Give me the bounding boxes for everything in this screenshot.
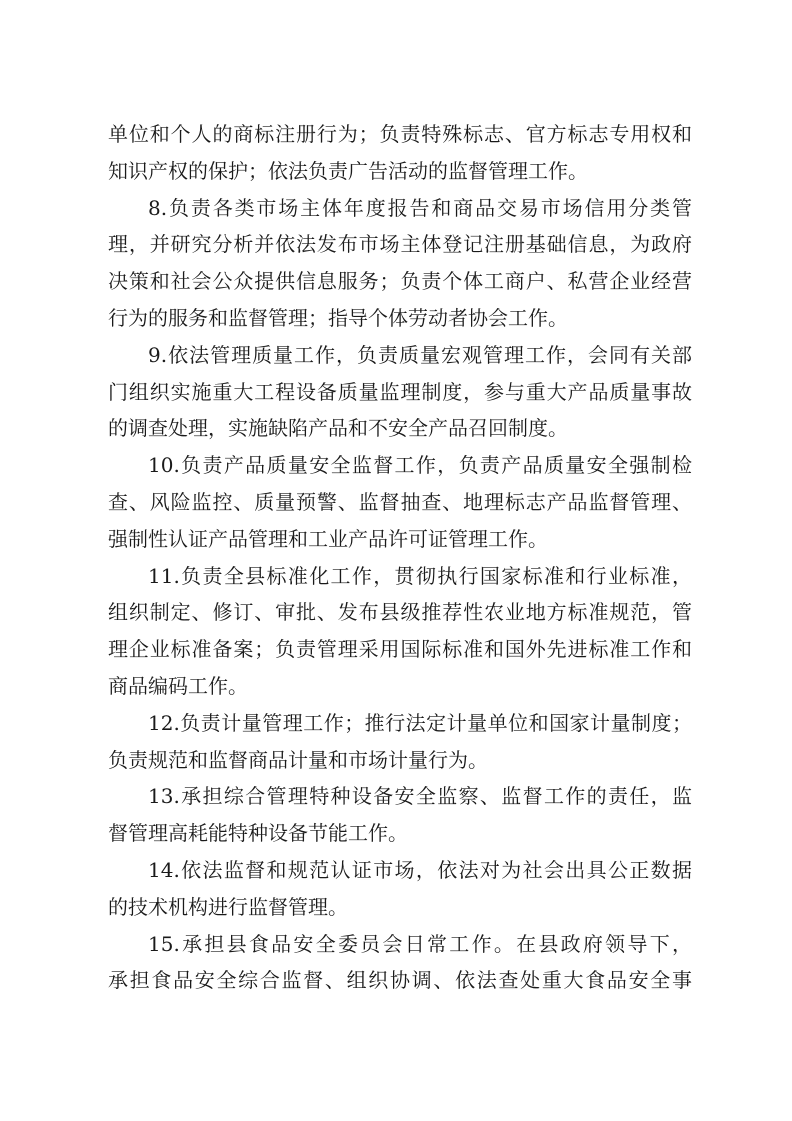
text-line: 负责规范和监督商品计量和市场计量行为。 <box>108 747 488 772</box>
paragraph-start-line: 14.依法监督和规范认证市场，依法对为社会出具公正数据 <box>148 857 692 882</box>
text-line: 商品编码工作。 <box>108 673 248 698</box>
text-line: 强制性认证产品管理和工业产品许可证管理工作。 <box>108 526 548 551</box>
paragraph-start-line: 13.承担综合管理特种设备安全监察、监督工作的责任，监 <box>148 784 692 809</box>
document-body <box>108 116 692 999</box>
text-line: 组织制定、修订、审批、发布县级推荐性农业地方标准规范，管 <box>108 600 692 625</box>
text-line: 督管理高耗能特种设备节能工作。 <box>108 821 408 846</box>
text-line: 的调查处理，实施缺陷产品和不安全产品召回制度。 <box>108 416 568 441</box>
paragraph-start-line: 15.承担县食品安全委员会日常工作。在县政府领导下， <box>148 931 692 956</box>
paragraph-start-line: 12.负责计量管理工作；推行法定计量单位和国家计量制度； <box>148 710 692 735</box>
text-line: 的技术机构进行监督管理。 <box>108 894 348 919</box>
text-line: 知识产权的保护；依法负责广告活动的监督管理工作。 <box>108 158 588 183</box>
text-line: 决策和社会公众提供信息服务；负责个体工商户、私营企业经营 <box>108 269 692 294</box>
paragraph-start-line: 8.负责各类市场主体年度报告和商品交易市场信用分类管 <box>148 195 692 220</box>
text-line: 查、风险监控、质量预警、监督抽查、地理标志产品监督管理、 <box>108 489 692 514</box>
paragraph-start-line: 9.依法管理质量工作，负责质量宏观管理工作，会同有关部 <box>148 342 692 367</box>
text-line: 理企业标准备案；负责管理采用国际标准和国外先进标准工作和 <box>108 637 692 662</box>
text-line: 承担食品安全综合监督、组织协调、依法查处重大食品安全事 <box>108 968 692 993</box>
paragraph-start-line: 10.负责产品质量安全监督工作，负责产品质量安全强制检 <box>148 453 692 478</box>
text-line: 行为的服务和监督管理；指导个体劳动者协会工作。 <box>108 305 568 330</box>
text-line: 门组织实施重大工程设备质量监理制度，参与重大产品质量事故 <box>108 379 692 404</box>
text-line: 理，并研究分析并依法发布市场主体登记注册基础信息，为政府 <box>108 232 692 257</box>
paragraph-start-line: 11.负责全县标准化工作，贯彻执行国家标准和行业标准， <box>148 563 692 588</box>
text-line: 单位和个人的商标注册行为；负责特殊标志、官方标志专用权和 <box>108 122 692 146</box>
